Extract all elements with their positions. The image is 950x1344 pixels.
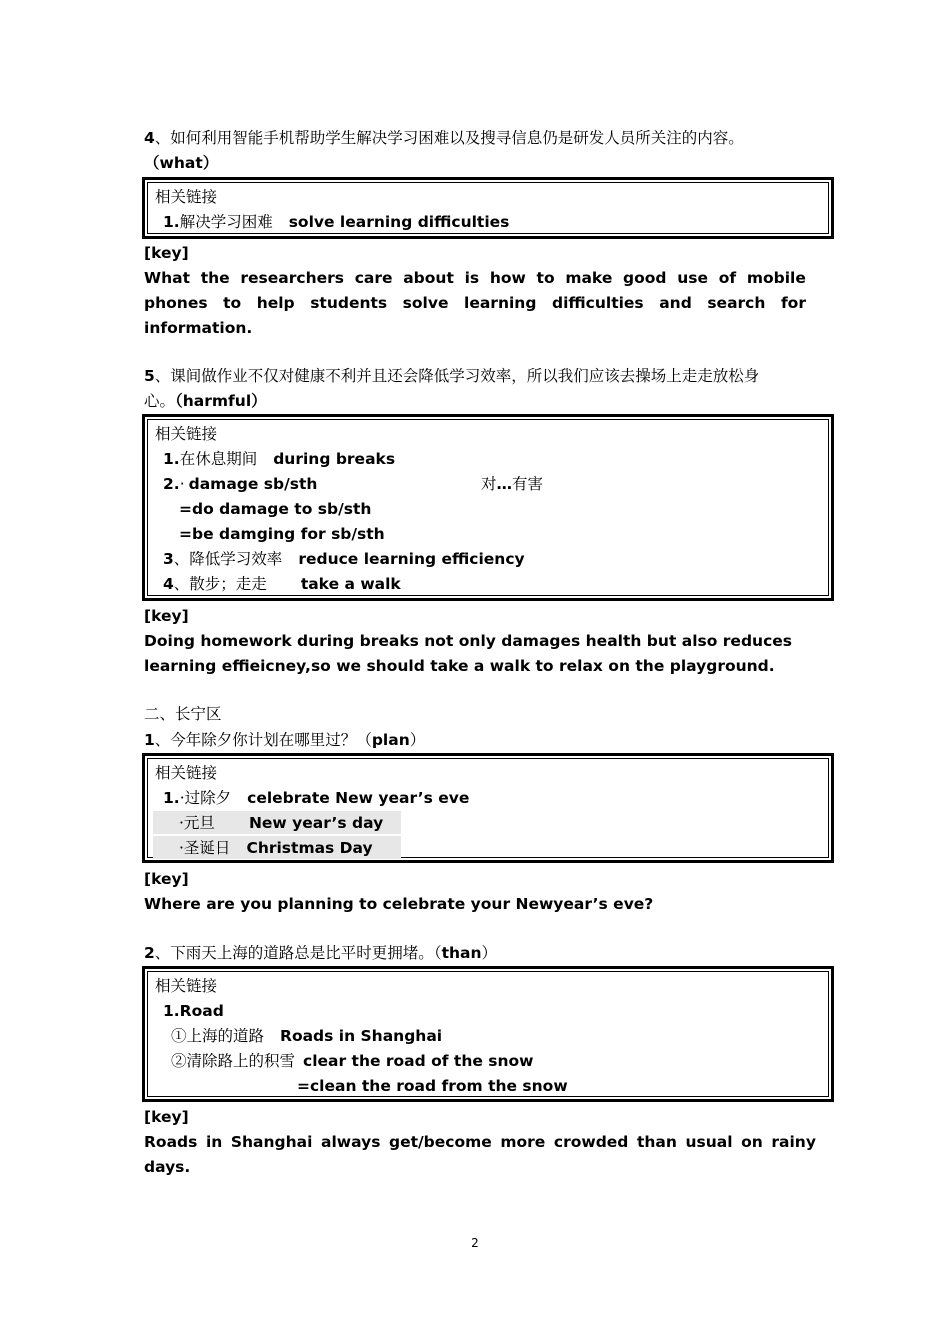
question-text: 、今年除夕你计划在哪里过？ xyxy=(154,731,357,749)
key-answer-line: Doing homework during breaks not only damages health but also reduces xyxy=(144,632,793,650)
word: more xyxy=(500,1133,546,1151)
word: about xyxy=(403,269,454,287)
question-number: 2 xyxy=(144,944,155,962)
question-hint: than xyxy=(441,944,482,962)
question-hint: （what） xyxy=(144,154,219,172)
link-note: 对…有害 xyxy=(481,475,544,493)
word: crowded xyxy=(553,1133,629,1151)
key-answer-line: Where are you planning to celebrate your Newyear’s eve? xyxy=(144,895,654,913)
question-number: 5 xyxy=(144,367,155,385)
link-item: ·元旦 New year’s day xyxy=(179,814,384,832)
word: rainy xyxy=(771,1133,816,1151)
question-2-1: 1、今年除夕你计划在哪里过？（plan） xyxy=(144,731,426,749)
key-answer-line: information. xyxy=(144,319,253,337)
word: solve xyxy=(402,294,449,312)
box-title: 相关链接 xyxy=(155,425,218,443)
word: search xyxy=(707,294,766,312)
question-4 xyxy=(144,126,744,151)
word: Roads xyxy=(144,1133,198,1151)
word: students xyxy=(310,294,388,312)
key-answer-line xyxy=(144,1130,816,1155)
question-2-2: 2、下雨天上海的道路总是比平时更拥堵。（than） xyxy=(144,944,498,962)
word: make xyxy=(565,269,613,287)
word: to xyxy=(536,269,555,287)
key-answer-line: learning effieicney,so we should take a walk to relax on the playground. xyxy=(144,657,775,675)
question-hint: plan xyxy=(371,731,410,749)
question-text: 、课间做作业不仅对健康不利并且还会降低学习效率，所以我们应该去操场上走走放松身 xyxy=(154,367,760,385)
key-label: [key] xyxy=(144,607,189,625)
link-item: =do damage to sb/sth xyxy=(179,500,372,518)
word: in xyxy=(205,1133,223,1151)
word: What xyxy=(144,269,191,287)
word: usual xyxy=(685,1133,733,1151)
related-links-box xyxy=(142,414,834,601)
link-item: 1.Road xyxy=(163,1002,224,1020)
link-item: =clean the road from the snow xyxy=(297,1077,568,1095)
word: phones xyxy=(144,294,208,312)
box-title: 相关链接 xyxy=(155,977,218,995)
link-item: 1.在休息期间 during breaks xyxy=(163,450,396,468)
question-number: 1 xyxy=(144,731,155,749)
related-links-box xyxy=(142,753,834,863)
word: get/become xyxy=(389,1133,492,1151)
key-label: [key] xyxy=(144,1108,189,1126)
question-text: 、如何利用智能手机帮助学生解决学习困难以及搜寻信息仍是研发人员所关注的内容。 xyxy=(154,129,744,147)
word: difficulties xyxy=(551,294,644,312)
word: is xyxy=(464,269,480,287)
word: good xyxy=(623,269,667,287)
word: always xyxy=(321,1133,381,1151)
word: care xyxy=(354,269,393,287)
question-5 xyxy=(144,364,759,389)
box-title: 相关链接 xyxy=(155,188,218,206)
link-item: ①上海的道路 Roads in Shanghai xyxy=(171,1027,443,1045)
word: and xyxy=(659,294,692,312)
related-links-box xyxy=(142,177,834,239)
word: how xyxy=(489,269,526,287)
link-item: ·圣诞日 Christmas Day xyxy=(179,839,373,857)
word: mobile xyxy=(746,269,806,287)
link-item: ②清除路上的积雪 clear the road of the snow xyxy=(171,1052,534,1070)
link-item: 4、散步；走走 take a walk xyxy=(163,575,401,593)
related-links-box xyxy=(142,966,834,1102)
link-item: 2.· damage sb/sth xyxy=(163,475,318,493)
word: learning xyxy=(464,294,537,312)
word: on xyxy=(741,1133,763,1151)
word: Shanghai xyxy=(230,1133,313,1151)
key-answer-line xyxy=(144,291,806,316)
question-5-cont: 心。（harmful） xyxy=(144,392,267,410)
question-number: 4 xyxy=(144,129,155,147)
word: the xyxy=(200,269,230,287)
word: researchers xyxy=(240,269,344,287)
link-item: =be damging for sb/sth xyxy=(179,525,385,543)
word: than xyxy=(636,1133,677,1151)
key-label: [key] xyxy=(144,870,189,888)
section-title: 二、长宁区 xyxy=(144,705,222,723)
link-item: 1.·过除夕 celebrate New year’s eve xyxy=(163,789,470,807)
word: use xyxy=(677,269,709,287)
link-item: 3、降低学习效率 reduce learning efficiency xyxy=(163,550,525,568)
word: of xyxy=(718,269,737,287)
key-label: [key] xyxy=(144,244,189,262)
page-number: 2 xyxy=(471,1236,479,1250)
key-answer-line: days. xyxy=(144,1158,191,1176)
question-text: 、下雨天上海的道路总是比平时更拥堵。 xyxy=(154,944,434,962)
link-item: 1.解决学习困难 solve learning difficulties xyxy=(163,213,510,231)
key-answer-line xyxy=(144,266,806,291)
question-hint: （harmful） xyxy=(175,392,267,410)
word: help xyxy=(256,294,295,312)
word: to xyxy=(223,294,242,312)
box-title: 相关链接 xyxy=(155,764,218,782)
word: for xyxy=(780,294,806,312)
